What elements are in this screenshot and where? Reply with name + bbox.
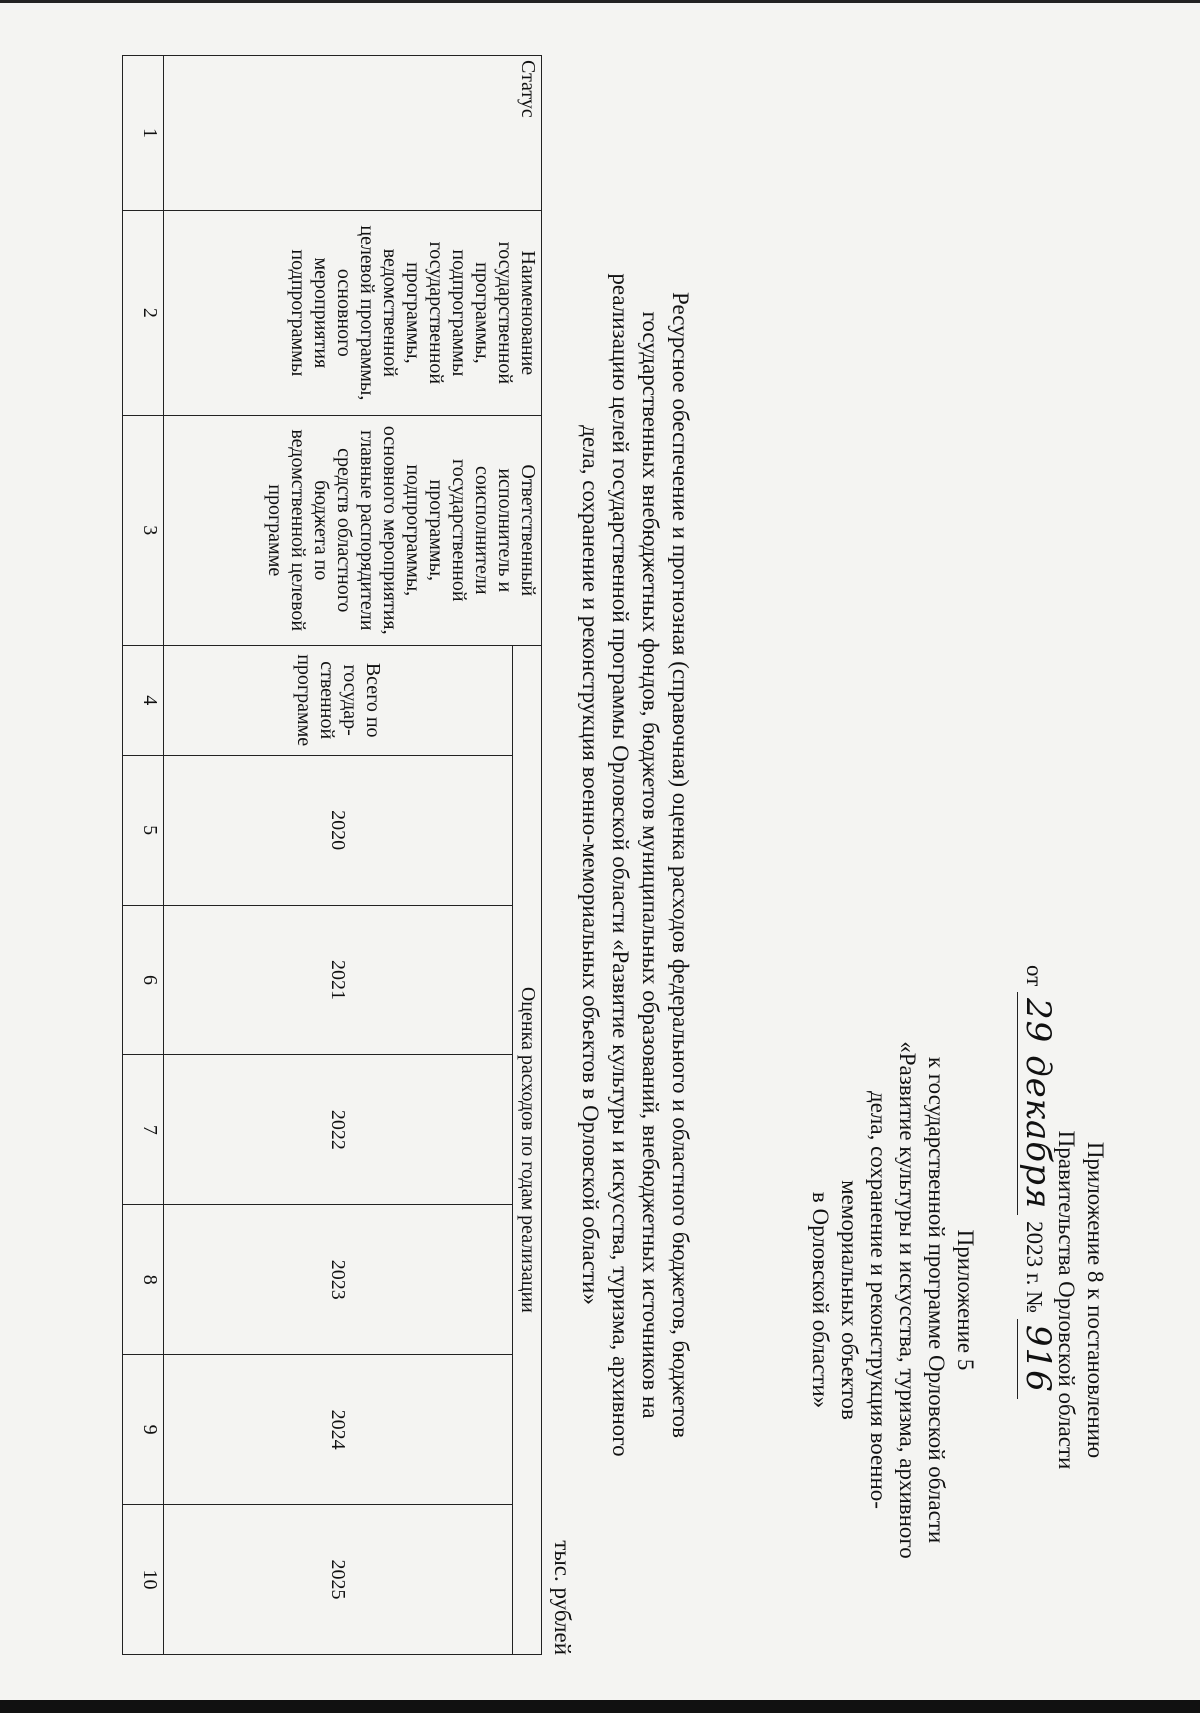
header-total: Всего по государ-ственной программе: [164, 645, 513, 755]
scan-edge-bottom: [0, 1700, 1200, 1713]
header-date-line: [1018, 925, 1058, 1675]
title-line-1: Ресурсное обеспечение и прогнозная (справочная) оценка расходов федерального и областного бюджетов, бюджетов: [668, 292, 693, 1438]
scan-edge-top: [0, 0, 1200, 3]
header-line-1: Приложение 8 к постановлению: [1083, 1141, 1108, 1459]
appendix-line-2: «Развитие культуры и искусства, туризма, архивного: [895, 1041, 920, 1559]
column-number: 1: [123, 56, 164, 211]
decree-header: [806, 925, 1110, 1675]
units-label: тыс. рублей: [550, 1540, 575, 1655]
handwritten-date: 29 декабря: [1017, 992, 1058, 1215]
column-number: 8: [123, 1205, 164, 1355]
appendix-block: [806, 925, 980, 1675]
header-line-2: Правительства Орловской области: [1054, 1130, 1079, 1470]
appendix-line-1: к государственной программе Орловской области: [924, 1056, 949, 1544]
header-executor: Ответственный исполнитель и соисполнители государственной программы, подпрограммы, основного мероприятия, главные распорядители средств областного бюджета по ведомственной целевой программе: [164, 415, 542, 645]
appendix-title: Приложение 5: [953, 1229, 978, 1371]
column-number: 2: [123, 210, 164, 415]
column-number: 6: [123, 905, 164, 1055]
document-title: [575, 55, 695, 1675]
date-suffix: 2023 г. №: [1022, 1221, 1047, 1314]
handwritten-number: 916: [1017, 1319, 1058, 1399]
rotated-page: [100, 55, 1110, 1675]
header-name: Наименование государственной программы, подпрограммы государственной программы, ведомственной целевой программы, основного мероприятия подпрограммы: [164, 210, 542, 415]
header-year: 2022: [164, 1055, 513, 1205]
header-row-1: [513, 56, 542, 1655]
header-year: 2025: [164, 1505, 513, 1655]
appendix-line-5: в Орловской области»: [808, 1191, 833, 1409]
appendix-line-3: дела, сохранение и реконструкция военно-: [866, 1091, 891, 1509]
appendix-line-4: мемориальных объектов: [837, 1180, 862, 1420]
date-prefix: от: [1022, 965, 1047, 987]
column-number-row: [123, 56, 164, 1655]
column-number: 3: [123, 415, 164, 645]
column-number: 9: [123, 1355, 164, 1505]
column-number: 5: [123, 755, 164, 905]
header-year: 2023: [164, 1205, 513, 1355]
title-line-2: государственных внебюджетных фондов, бюджетов муниципальных образований, внебюджетных источников на: [638, 311, 663, 1419]
column-number: 7: [123, 1055, 164, 1205]
column-number: 4: [123, 645, 164, 755]
header-year: 2024: [164, 1355, 513, 1505]
header-year: 2021: [164, 905, 513, 1055]
resource-table: [122, 55, 542, 1655]
title-line-4: дела, сохранение и реконструкция военно-мемориальных объектов в Орловской области»: [578, 425, 603, 1305]
column-number: 10: [123, 1505, 164, 1655]
header-status: Статус: [164, 56, 542, 211]
header-group: Оценка расходов по годам реализации: [513, 645, 542, 1654]
header-year: 2020: [164, 755, 513, 905]
title-line-3: реализацию целей государственной программы Орловской области «Развитие культуры и искусства, туризма, архивного: [608, 273, 633, 1457]
